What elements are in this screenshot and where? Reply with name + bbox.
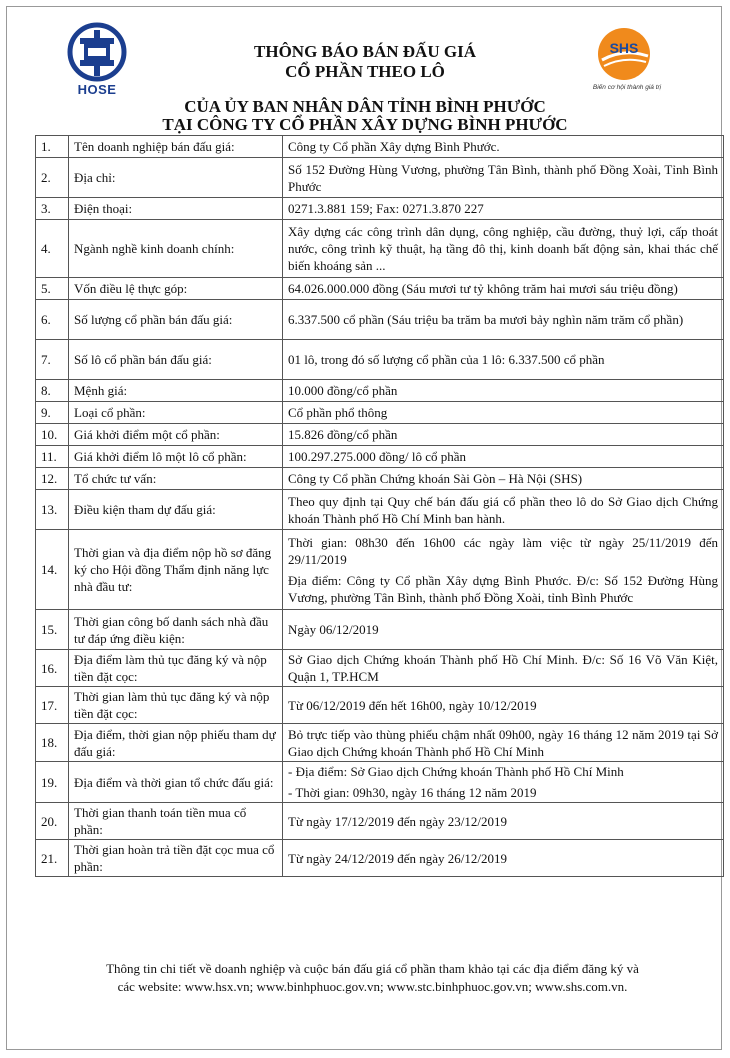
row-number: 14.	[36, 530, 69, 610]
table-row	[36, 490, 724, 530]
footer-line1: Thông tin chi tiết về doanh nghiệp và cuộc bán đấu giá cổ phần tham khảo tại các địa điểm đăng ký và	[106, 961, 639, 976]
row-value	[283, 220, 724, 278]
issuer-title: CỦA ỦY BAN NHÂN DÂN TỈNH BÌNH PHƯỚC	[184, 97, 546, 116]
table-row	[36, 468, 724, 490]
table-row	[36, 610, 724, 650]
row-value	[283, 803, 724, 840]
row-label: Thời gian thanh toán tiền mua cổ phần:	[69, 803, 283, 840]
row-value	[283, 340, 724, 380]
row-number: 16.	[36, 650, 69, 687]
row-number: 7.	[36, 340, 69, 380]
row-value	[283, 198, 724, 220]
row-number: 15.	[36, 610, 69, 650]
row-value	[283, 724, 724, 762]
table-row	[36, 530, 724, 610]
row-number: 3.	[36, 198, 69, 220]
row-label: Ngành nghề kinh doanh chính:	[69, 220, 283, 278]
row-label: Mệnh giá:	[69, 380, 283, 402]
row-label: Số lô cổ phần bán đấu giá:	[69, 340, 283, 380]
table-row	[36, 762, 724, 803]
row-label: Địa điểm, thời gian nộp phiếu tham dự đấu giá:	[69, 724, 283, 762]
header	[0, 0, 730, 135]
row-number: 4.	[36, 220, 69, 278]
row-number: 9.	[36, 402, 69, 424]
table-row	[36, 340, 724, 380]
row-value-text: Công ty Cổ phần Chứng khoán Sài Gòn – Hà Nội (SHS)	[288, 471, 583, 486]
row-value	[283, 380, 724, 402]
table-row	[36, 687, 724, 724]
row-value-text: Số 152 Đường Hùng Vương, phường Tân Bình, thành phố Đồng Xoài, Tỉnh Bình Phước	[288, 161, 718, 194]
row-number: 1.	[36, 136, 69, 158]
table-row	[36, 158, 724, 198]
row-label: Địa điểm và thời gian tổ chức đấu giá:	[69, 762, 283, 803]
row-label: Thời gian hoàn trả tiền đặt cọc mua cổ phần:	[69, 840, 283, 877]
table-row	[36, 650, 724, 687]
row-value	[283, 468, 724, 490]
row-value	[283, 402, 724, 424]
row-value-text: Từ ngày 17/12/2019 đến ngày 23/12/2019	[288, 813, 507, 829]
row-number: 21.	[36, 840, 69, 877]
row-value-text: 0271.3.881 159; Fax: 0271.3.870 227	[288, 201, 484, 216]
table-row	[36, 300, 724, 340]
row-value	[283, 610, 724, 650]
row-label: Địa điểm làm thủ tục đăng ký và nộp tiền đặt cọc:	[69, 650, 283, 687]
row-number: 5.	[36, 278, 69, 300]
table-row	[36, 220, 724, 278]
table-row	[36, 840, 724, 877]
row-value	[283, 300, 724, 340]
row-value-text: 10.000 đồng/cổ phần	[288, 383, 398, 398]
row-number: 12.	[36, 468, 69, 490]
row-label: Thời gian làm thủ tục đăng ký và nộp tiền đặt cọc:	[69, 687, 283, 724]
row-value	[283, 687, 724, 724]
table-row	[36, 198, 724, 220]
row-label: Giá khởi điểm một cổ phần:	[69, 424, 283, 446]
row-label: Vốn điều lệ thực góp:	[69, 278, 283, 300]
row-value	[283, 762, 724, 803]
row-label: Địa chỉ:	[69, 158, 283, 198]
company-title: TẠI CÔNG TY CỔ PHẦN XÂY DỰNG BÌNH PHƯỚC	[162, 115, 568, 134]
row-number: 10.	[36, 424, 69, 446]
notice-title-line2: CỔ PHẦN THEO LÔ	[285, 62, 445, 81]
shs-logo-text: SHS	[609, 40, 639, 56]
row-value-text: 6.337.500 cổ phần (Sáu triệu ba trăm ba mươi bảy nghìn năm trăm cổ phần)	[288, 312, 684, 327]
row-value-text: Thời gian: 08h30 đến 16h00 các ngày làm việc từ ngày 25/11/2019 đến 29/11/2019	[288, 534, 718, 567]
row-value-text: - Địa điểm: Sở Giao dịch Chứng khoán Thành phố Hồ Chí Minh	[288, 764, 624, 779]
auction-info-table	[35, 135, 724, 877]
row-label: Giá khởi điểm lô một lô cổ phần:	[69, 446, 283, 468]
row-value-text: Từ ngày 24/12/2019 đến ngày 26/12/2019	[288, 850, 507, 866]
row-value	[283, 278, 724, 300]
row-number: 2.	[36, 158, 69, 198]
row-label: Điều kiện tham dự đấu giá:	[69, 490, 283, 530]
table-row	[36, 424, 724, 446]
row-value	[283, 530, 724, 610]
row-value-text: Xây dựng các công trình dân dụng, công nghiệp, cầu đường, thuỷ lợi, cấp thoát nước, công trình kỹ thuật, hạ tầng đô thị, kinh doanh bất động sản, khai thác chế biến khoáng sản ...	[288, 224, 718, 273]
row-value	[283, 136, 724, 158]
row-value-text: Công ty Cổ phần Xây dựng Bình Phước.	[288, 139, 500, 154]
table-row	[36, 803, 724, 840]
shs-logo-icon	[596, 26, 652, 82]
hose-logo-text: HOSE	[77, 82, 117, 97]
row-number: 6.	[36, 300, 69, 340]
table-row	[36, 136, 724, 158]
row-label: Thời gian công bố danh sách nhà đầu tư đáp ứng điều kiện:	[69, 610, 283, 650]
row-value-text: Bỏ trực tiếp vào thùng phiếu chậm nhất 09h00, ngày 16 tháng 12 năm 2019 tại Sở Giao dịch Chứng khoán Thành phố Hồ Chí Minh	[288, 726, 718, 759]
row-value-text: Ngày 06/12/2019	[288, 622, 379, 637]
row-number: 13.	[36, 490, 69, 530]
row-value-text: Sở Giao dịch Chứng khoán Thành phố Hồ Chí Minh. Đ/c: Số 16 Võ Văn Kiệt, Quận 1, TP.HCM	[288, 652, 718, 684]
table-row	[36, 402, 724, 424]
row-label: Số lượng cổ phần bán đấu giá:	[69, 300, 283, 340]
row-value-text: Từ 06/12/2019 đến hết 16h00, ngày 10/12/2019	[288, 697, 537, 713]
row-value-text-2: - Thời gian: 09h30, ngày 16 tháng 12 năm 2019	[288, 785, 537, 800]
table-row	[36, 724, 724, 762]
row-value-text: Theo quy định tại Quy chế bán đấu giá cổ phần theo lô do Sở Giao dịch Chứng khoán Thành phố Hồ Chí Minh ban hành.	[288, 493, 718, 526]
row-label: Điện thoại:	[69, 198, 283, 220]
row-number: 19.	[36, 762, 69, 803]
row-number: 17.	[36, 687, 69, 724]
row-value	[283, 490, 724, 530]
table-row	[36, 278, 724, 300]
notice-title: THÔNG BÁO BÁN ĐẤU GIÁ	[254, 42, 476, 61]
row-number: 11.	[36, 446, 69, 468]
shs-tagline: Biến cơ hội thành giá trị	[592, 84, 662, 91]
row-value-text: Cổ phần phổ thông	[288, 405, 388, 420]
footer-line2: các website: www.hsx.vn; www.binhphuoc.gov.vn; www.stc.binhphuoc.gov.vn; www.shs.com.vn.	[117, 979, 628, 994]
row-value	[283, 840, 724, 877]
row-value-text: 100.297.275.000 đồng/ lô cổ phần	[288, 449, 467, 464]
row-value	[283, 446, 724, 468]
row-value-text: 01 lô, trong đó số lượng cổ phần của 1 lô: 6.337.500 cổ phần	[288, 352, 605, 367]
row-number: 18.	[36, 724, 69, 762]
row-number: 20.	[36, 803, 69, 840]
row-value-text: 15.826 đồng/cổ phần	[288, 427, 398, 442]
row-value	[283, 158, 724, 198]
footer-note	[40, 960, 705, 996]
table-row	[36, 446, 724, 468]
row-label: Tên doanh nghiệp bán đấu giá:	[69, 136, 283, 158]
row-value-text-2: Địa điểm: Công ty Cổ phần Xây dựng Bình Phước. Đ/c: Số 152 Đường Hùng Vương, phường Tân Bình, thành phố Đồng Xoài, tỉnh Bình Phước	[288, 572, 718, 605]
table-row	[36, 380, 724, 402]
row-label: Tổ chức tư vấn:	[69, 468, 283, 490]
row-label: Loại cổ phần:	[69, 402, 283, 424]
row-value	[283, 650, 724, 687]
row-label: Thời gian và địa điểm nộp hồ sơ đăng ký cho Hội đồng Thẩm định năng lực nhà đầu tư:	[69, 530, 283, 610]
row-value-text: 64.026.000.000 đồng (Sáu mươi tư tỷ không trăm hai mươi sáu triệu đồng)	[288, 281, 678, 296]
row-value	[283, 424, 724, 446]
row-number: 8.	[36, 380, 69, 402]
